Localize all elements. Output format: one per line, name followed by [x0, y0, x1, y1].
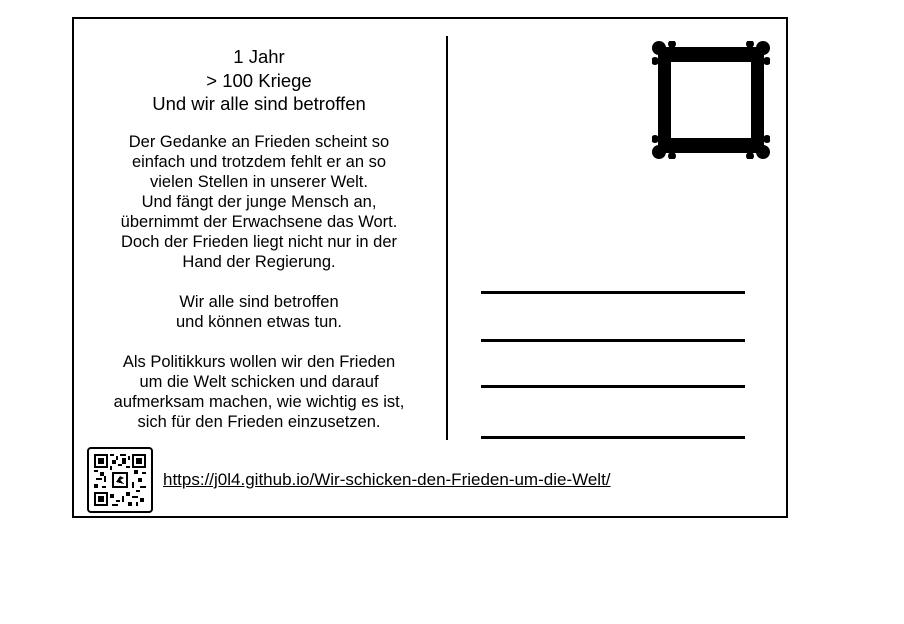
text-line: um die Welt schicken und darauf [139, 372, 379, 391]
text-line: Hand der Regierung. [182, 252, 336, 271]
message-paragraph [94, 292, 424, 332]
text-line: Als Politikkurs wollen wir den Frieden [122, 352, 396, 371]
website-link[interactable]: https://j0l4.github.io/Wir-schicken-den-Frieden-um-die-Welt/ [163, 470, 611, 489]
text-line: Und fängt der junge Mensch an, [141, 192, 377, 211]
text-line: aufmerksam machen, wie wichtig es ist, [113, 392, 405, 411]
text-line: Der Gedanke an Frieden scheint so [128, 132, 390, 151]
address-line [481, 385, 745, 388]
message-heading [94, 45, 424, 116]
text-line: Doch der Frieden liegt nicht nur in der [120, 232, 398, 251]
qr-code-icon [87, 447, 153, 513]
stamp-frame-icon [652, 41, 770, 159]
address-line [481, 291, 745, 294]
message-area [94, 45, 424, 452]
heading-line: Und wir alle sind betroffen [152, 93, 366, 114]
address-line [481, 436, 745, 439]
text-line: übernimmt der Erwachsene das Wort. [120, 212, 398, 231]
heading-line: 1 Jahr [233, 46, 285, 67]
text-line: Wir alle sind betroffen [179, 292, 339, 311]
postcard [72, 17, 788, 518]
message-paragraph [94, 132, 424, 272]
heading-line: > 100 Kriege [206, 69, 312, 91]
message-paragraph [94, 352, 424, 432]
text-line: einfach und trotzdem fehlt er an so [131, 152, 387, 171]
text-line: sich für den Frieden einzusetzen. [137, 412, 381, 431]
address-line [481, 339, 745, 342]
center-divider [446, 36, 448, 440]
text-line: vielen Stellen in unserer Welt. [150, 172, 368, 191]
text-line: und können etwas tun. [175, 312, 343, 331]
